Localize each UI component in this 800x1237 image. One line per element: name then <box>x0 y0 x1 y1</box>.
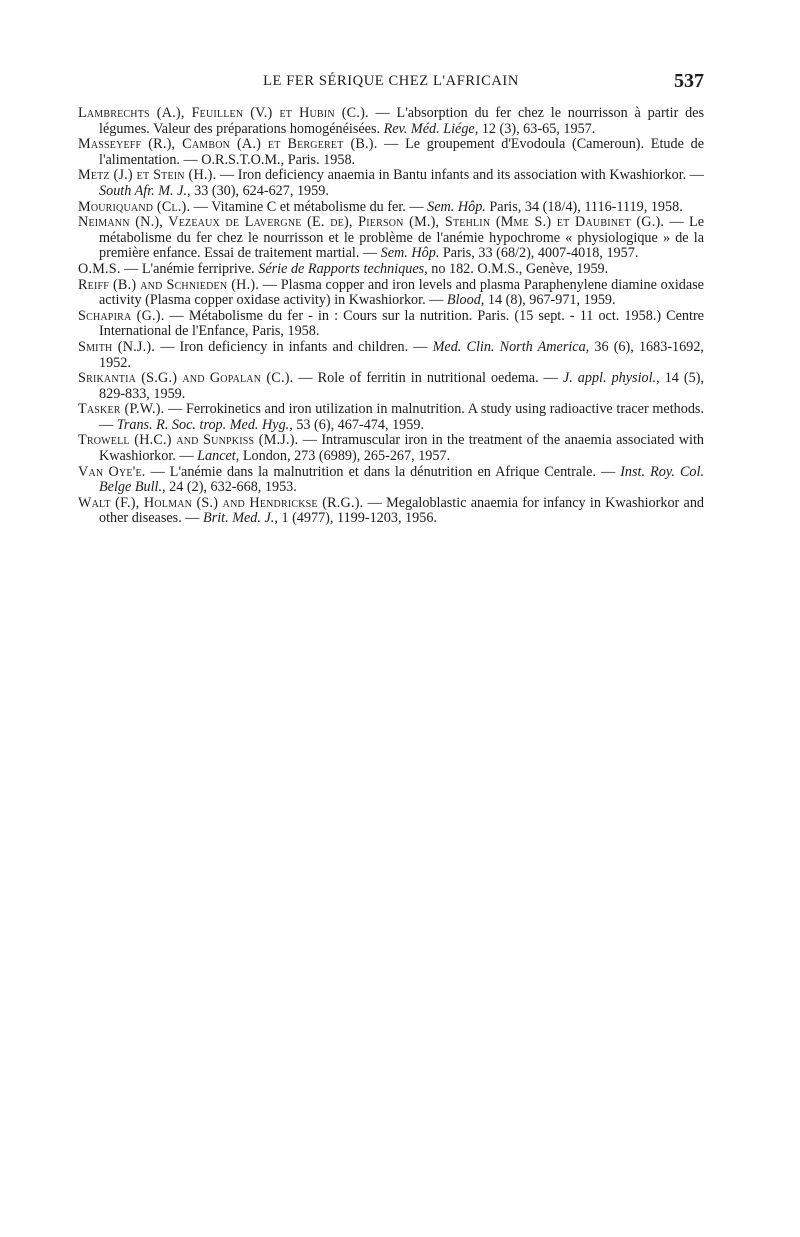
reference-text: — Métabolisme du fer - in : Cours sur la nutrition. Paris. (15 sept. - 11 oct. 1958.) Centre International de l'Enfance, Paris, 1958. <box>99 307 704 340</box>
reference-entry <box>78 402 704 433</box>
reference-entry <box>78 433 704 464</box>
reference-text: — L'anémie ferriprive. <box>120 260 259 277</box>
reference-authors: Mouriquand (Cl.). <box>78 198 191 215</box>
reference-tail: 33 (30), 624-627, 1959. <box>190 182 329 199</box>
reference-authors: Van Oye'e. <box>78 463 146 480</box>
reference-journal: Med. Clin. North America, <box>432 338 590 355</box>
page-number: 537 <box>674 70 704 92</box>
reference-journal: Sem. Hôp. <box>427 198 486 215</box>
reference-journal: Rev. Méd. Liége, <box>383 120 479 137</box>
reference-tail: 12 (3), 63-65, 1957. <box>478 120 596 137</box>
reference-authors: Masseyeff (R.), Cambon (A.) et Bergeret (B.). <box>78 136 378 153</box>
reference-authors: Lambrechts (A.), Feuillen (V.) et Hubin (C.). <box>78 105 369 121</box>
reference-entry <box>78 168 704 199</box>
reference-list <box>78 106 704 527</box>
reference-tail: 14 (8), 967-971, 1959. <box>484 292 616 309</box>
reference-tail: Paris, 33 (68/2), 4007-4018, 1957. <box>439 245 639 262</box>
reference-text: — Ferrokinetics and iron utilization in malnutrition. A study using radioactive tracer methods. — <box>99 401 704 433</box>
reference-authors: Schapira (G.). <box>78 307 165 324</box>
reference-journal: Lancet, <box>197 448 240 465</box>
reference-entry <box>78 496 704 527</box>
reference-tail: 53 (6), 467-474, 1959. <box>292 416 424 433</box>
reference-journal: J. appl. physiol., <box>562 370 660 387</box>
reference-entry <box>78 278 704 309</box>
reference-text: — Plasma copper and iron levels and plasma Paraphenylene diamine oxidase activity (Plasma copper oxidase activity) in Kwashiorkor. — <box>99 276 704 309</box>
reference-journal: Série de Rapports techniques, <box>258 260 428 277</box>
reference-entry <box>78 215 704 262</box>
reference-entry <box>78 200 704 216</box>
reference-tail: London, 273 (6989), 265-267, 1957. <box>239 448 451 465</box>
reference-text: — Megaloblastic anaemia for infancy in Kwashiorkor and other diseases. — <box>99 494 705 527</box>
reference-journal: South Afr. M. J., <box>99 182 191 199</box>
reference-authors: Trowell (H.C.) and Sunpkiss (M.J.). <box>78 432 299 449</box>
reference-authors: Srikantia (S.G.) and Gopalan (C.). <box>78 370 294 387</box>
reference-text: — Iron deficiency anaemia in Bantu infants and its association with Kwashiorkor. — <box>216 167 704 184</box>
reference-entry <box>78 106 704 137</box>
reference-text: — Intramuscular iron in the treatment of the anaemia associated with Kwashiorkor. — <box>99 432 704 465</box>
reference-journal: Inst. Roy. Col. Belge Bull., <box>99 463 704 496</box>
reference-entry <box>78 371 704 402</box>
reference-authors: Neimann (N.), Vezeaux de Lavergne (E. de), Pierson (M.), Stehlin (Mme S.) et Daubinet (G.). <box>78 214 665 231</box>
reference-authors: Walt (F.), Holman (S.) and Hendrickse (R.G.). <box>78 494 364 511</box>
reference-tail: 14 (5), 829-833, 1959. <box>99 370 705 402</box>
reference-entry <box>78 262 704 278</box>
reference-entry <box>78 340 704 371</box>
reference-tail: no 182. O.M.S., Genève, 1959. <box>427 260 609 277</box>
reference-entry <box>78 465 704 496</box>
reference-authors: Reiff (B.) and Schnieden (H.). <box>78 276 260 293</box>
reference-tail: Paris, 34 (18/4), 1116-1119, 1958. <box>485 198 683 215</box>
reference-tail: 1 (4977), 1199-1203, 1956. <box>277 510 437 527</box>
reference-text: — Le métabolisme du fer chez le nourrisson et le problème de l'anémie hypochrome « physiologique » de la première enfance. Essai de traitement martial. — <box>99 214 705 262</box>
reference-journal: Sem. Hôp. <box>380 245 440 262</box>
reference-entry <box>78 137 704 168</box>
reference-tail: 36 (6), 1683-1692, 1952. <box>99 338 704 371</box>
reference-tail: 24 (2), 632-668, 1953. <box>165 479 297 496</box>
reference-text: — Role of ferritin in nutritional oedema. — <box>293 370 563 387</box>
reference-authors: Metz (J.) et Stein (H.). <box>78 167 217 184</box>
reference-journal: Blood, <box>446 292 485 309</box>
reference-text: — L'anémie dans la malnutrition et dans la dénutrition en Afrique Centrale. — <box>145 463 621 480</box>
reference-authors: Tasker (P.W.). <box>78 401 165 418</box>
reference-authors: Smith (N.J.). <box>78 338 156 355</box>
reference-entry <box>78 309 704 340</box>
reference-text: — L'absorption du fer chez le nourrisson à partir des légumes. Valeur des préparations homogénéisées. <box>99 105 704 137</box>
reference-journal: Trans. R. Soc. trop. Med. Hyg., <box>116 416 293 433</box>
reference-text: — Le groupement d'Evodoula (Cameroun). Etude de l'alimentation. — O.R.S.T.O.M., Paris. 1958. <box>99 136 704 168</box>
reference-journal: Brit. Med. J., <box>203 510 278 527</box>
running-title: LE FER SÉRIQUE CHEZ L'AFRICAIN <box>263 73 519 89</box>
reference-authors: O.M.S. <box>78 260 121 277</box>
reference-text: — Vitamine C et métabolisme du fer. — <box>190 198 428 215</box>
running-head <box>78 70 704 94</box>
reference-text: — Iron deficiency in infants and children. — <box>155 338 433 355</box>
